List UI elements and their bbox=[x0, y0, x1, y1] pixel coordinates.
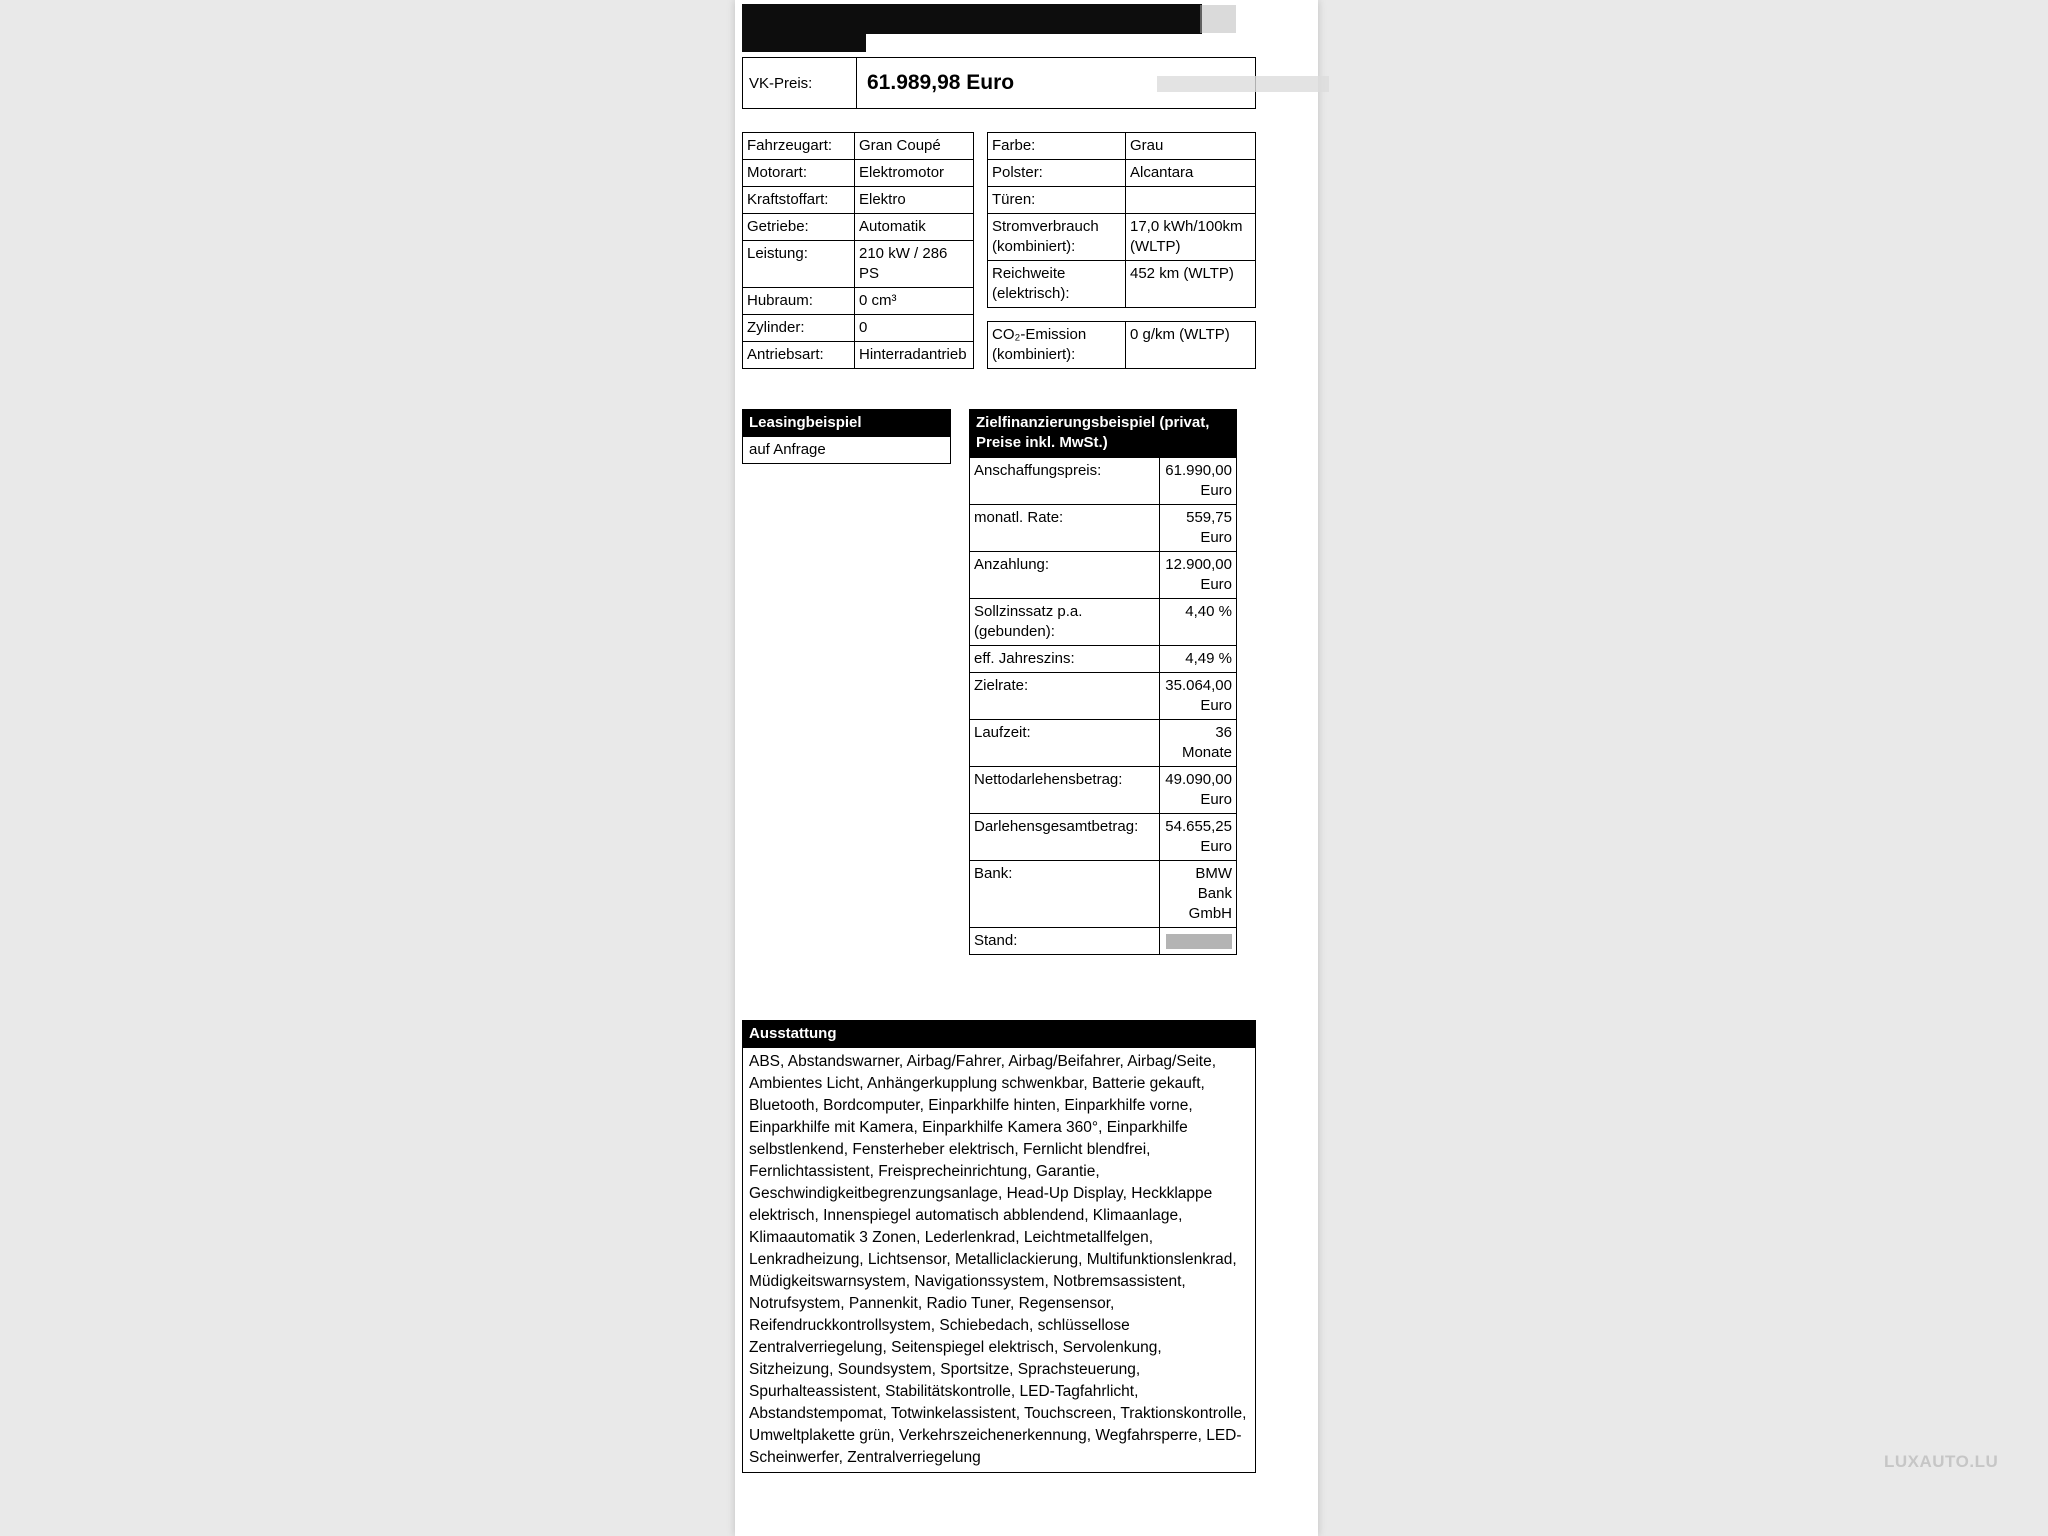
leasing-value: auf Anfrage bbox=[742, 437, 951, 464]
table-row bbox=[988, 133, 1256, 160]
financing-value: 61.990,00 Euro bbox=[1160, 458, 1237, 505]
table-row bbox=[970, 673, 1237, 720]
redaction-smudge bbox=[1200, 5, 1236, 33]
spec-value: 0 bbox=[855, 315, 974, 342]
table-row bbox=[970, 646, 1237, 673]
spec-value: 0 g/km (WLTP) bbox=[1126, 322, 1256, 369]
spec-label: CO₂-Emission (kombiniert): bbox=[988, 322, 1126, 369]
spec-value: Elektro bbox=[855, 187, 974, 214]
equipment-block bbox=[742, 1020, 1256, 1473]
table-row bbox=[743, 342, 974, 369]
vehicle-spec-table-left bbox=[742, 132, 974, 369]
table-row bbox=[970, 505, 1237, 552]
financing-value: 54.655,25 Euro bbox=[1160, 814, 1237, 861]
financing-label: Stand: bbox=[970, 928, 1160, 955]
table-row bbox=[743, 315, 974, 342]
leasing-header: Leasingbeispiel bbox=[742, 409, 951, 437]
spec-value bbox=[1126, 187, 1256, 214]
spec-value: 210 kW / 286 PS bbox=[855, 241, 974, 288]
financing-label: Bank: bbox=[970, 861, 1160, 928]
price-value-cell bbox=[857, 58, 1255, 108]
spec-label: Kraftstoffart: bbox=[743, 187, 855, 214]
co2-emission-table bbox=[987, 321, 1256, 369]
spec-value: 0 cm³ bbox=[855, 288, 974, 315]
vehicle-spec-table-right bbox=[987, 132, 1256, 308]
financing-label: Anzahlung: bbox=[970, 552, 1160, 599]
table-row bbox=[970, 599, 1237, 646]
table-row bbox=[988, 322, 1256, 369]
spec-value: Automatik bbox=[855, 214, 974, 241]
equipment-header: Ausstattung bbox=[742, 1020, 1256, 1048]
equipment-list: ABS, Abstandswarner, Airbag/Fahrer, Airbag/Beifahrer, Airbag/Seite, Ambientes Licht, Anhängerkupplung schwenkbar, Batterie gekauft, Bluetooth, Bordcomputer, Einparkhilfe hinten, Einparkhilfe vorne, Einparkhilfe mit Kamera, Einparkhilfe Kamera 360°, Einparkhilfe selbstlenkend, Fensterheber elektrisch, Fernlicht blendfrei, Fernlichtassistent, Freisprecheinrichtung, Garantie, Geschwindigkeitbegrenzungsanlage, Head-Up Display, Heckklappe elektrisch, Innenspiegel automatisch abblendend, Klimaanlage, Klimaautomatik 3 Zonen, Lederlenkrad, Leichtmetallfelgen, Lenkradheizung, Lichtsensor, Metalliclackierung, Multifunktionslenkrad, Müdigkeitswarnsystem, Navigationssystem, Notbremsassistent, Notrufsystem, Pannenkit, Radio Tuner, Regensensor, Reifendruckkontrollsystem, Schiebedach, schlüssellose Zentralverriegelung, Seitenspiegel elektrisch, Servolenkung, Sitzheizung, Soundsystem, Sportsitze, Sprachsteuerung, Spurhalteassistent, Stabilitätskontrolle, LED-Tagfahrlicht, Abstandstempomat, Totwinkelassistent, Touchscreen, Traktionskontrolle, Umweltplakette grün, Verkehrszeichenerkennung, Wegfahrsperre, LED-Scheinwerfer, Zentralverriegelung bbox=[742, 1048, 1256, 1473]
financing-label: eff. Jahreszins: bbox=[970, 646, 1160, 673]
spec-value: Gran Coupé bbox=[855, 133, 974, 160]
financing-label: Darlehensgesamtbetrag: bbox=[970, 814, 1160, 861]
redacted-value bbox=[1166, 934, 1232, 949]
table-row bbox=[743, 160, 974, 187]
spec-label: Antriebsart: bbox=[743, 342, 855, 369]
table-row bbox=[988, 160, 1256, 187]
financing-label: Sollzinssatz p.a. (gebunden): bbox=[970, 599, 1160, 646]
redaction-bar bbox=[742, 34, 866, 52]
financing-label: Laufzeit: bbox=[970, 720, 1160, 767]
spec-label: Stromverbrauch (kombiniert): bbox=[988, 214, 1126, 261]
table-row bbox=[988, 261, 1256, 308]
leasing-block bbox=[742, 409, 951, 464]
financing-value: 36 Monate bbox=[1160, 720, 1237, 767]
spec-value: Elektromotor bbox=[855, 160, 974, 187]
spec-label: Zylinder: bbox=[743, 315, 855, 342]
price-label: VK-Preis: bbox=[743, 58, 857, 108]
spec-label: Polster: bbox=[988, 160, 1126, 187]
price-row bbox=[742, 57, 1256, 109]
financing-label: Zielrate: bbox=[970, 673, 1160, 720]
spec-label: Fahrzeugart: bbox=[743, 133, 855, 160]
spec-value: 17,0 kWh/100km (WLTP) bbox=[1126, 214, 1256, 261]
table-row bbox=[970, 767, 1237, 814]
financing-value: 12.900,00 Euro bbox=[1160, 552, 1237, 599]
table-row bbox=[743, 214, 974, 241]
table-row bbox=[988, 214, 1256, 261]
spec-label: Getriebe: bbox=[743, 214, 855, 241]
table-row bbox=[743, 187, 974, 214]
table-row bbox=[970, 720, 1237, 767]
financing-value-redacted bbox=[1160, 928, 1237, 955]
spec-value: Grau bbox=[1126, 133, 1256, 160]
financing-value: BMW Bank GmbH bbox=[1160, 861, 1237, 928]
redacted-header bbox=[742, 3, 1256, 53]
spec-label: Türen: bbox=[988, 187, 1126, 214]
table-row bbox=[970, 552, 1237, 599]
financing-value: 4,40 % bbox=[1160, 599, 1237, 646]
financing-value: 4,49 % bbox=[1160, 646, 1237, 673]
financing-block bbox=[969, 409, 1237, 955]
redaction-bar bbox=[742, 4, 1202, 34]
spec-label: Hubraum: bbox=[743, 288, 855, 315]
table-row bbox=[970, 928, 1237, 955]
table-row bbox=[743, 133, 974, 160]
document-sheet bbox=[735, 0, 1318, 1536]
table-row bbox=[970, 861, 1237, 928]
table-row bbox=[988, 187, 1256, 214]
spec-value: Alcantara bbox=[1126, 160, 1256, 187]
spec-value: Hinterradantrieb bbox=[855, 342, 974, 369]
spec-label: Leistung: bbox=[743, 241, 855, 288]
price-value: 61.989,98 Euro bbox=[867, 71, 1015, 94]
watermark: LUXAUTO.LU bbox=[1884, 1452, 1999, 1471]
spec-value: 452 km (WLTP) bbox=[1126, 261, 1256, 308]
financing-table bbox=[969, 457, 1237, 955]
financing-label: Anschaffungspreis: bbox=[970, 458, 1160, 505]
financing-label: Nettodarlehensbetrag: bbox=[970, 767, 1160, 814]
table-row bbox=[743, 241, 974, 288]
financing-value: 49.090,00 Euro bbox=[1160, 767, 1237, 814]
financing-value: 559,75 Euro bbox=[1160, 505, 1237, 552]
spec-label: Motorart: bbox=[743, 160, 855, 187]
spec-label: Reichweite (elektrisch): bbox=[988, 261, 1126, 308]
redaction-smudge bbox=[1157, 76, 1329, 92]
table-row bbox=[970, 814, 1237, 861]
table-row bbox=[743, 288, 974, 315]
financing-header: Zielfinanzierungsbeispiel (privat, Preise inkl. MwSt.) bbox=[969, 409, 1237, 457]
financing-value: 35.064,00 Euro bbox=[1160, 673, 1237, 720]
spec-label: Farbe: bbox=[988, 133, 1126, 160]
financing-label: monatl. Rate: bbox=[970, 505, 1160, 552]
table-row bbox=[970, 458, 1237, 505]
